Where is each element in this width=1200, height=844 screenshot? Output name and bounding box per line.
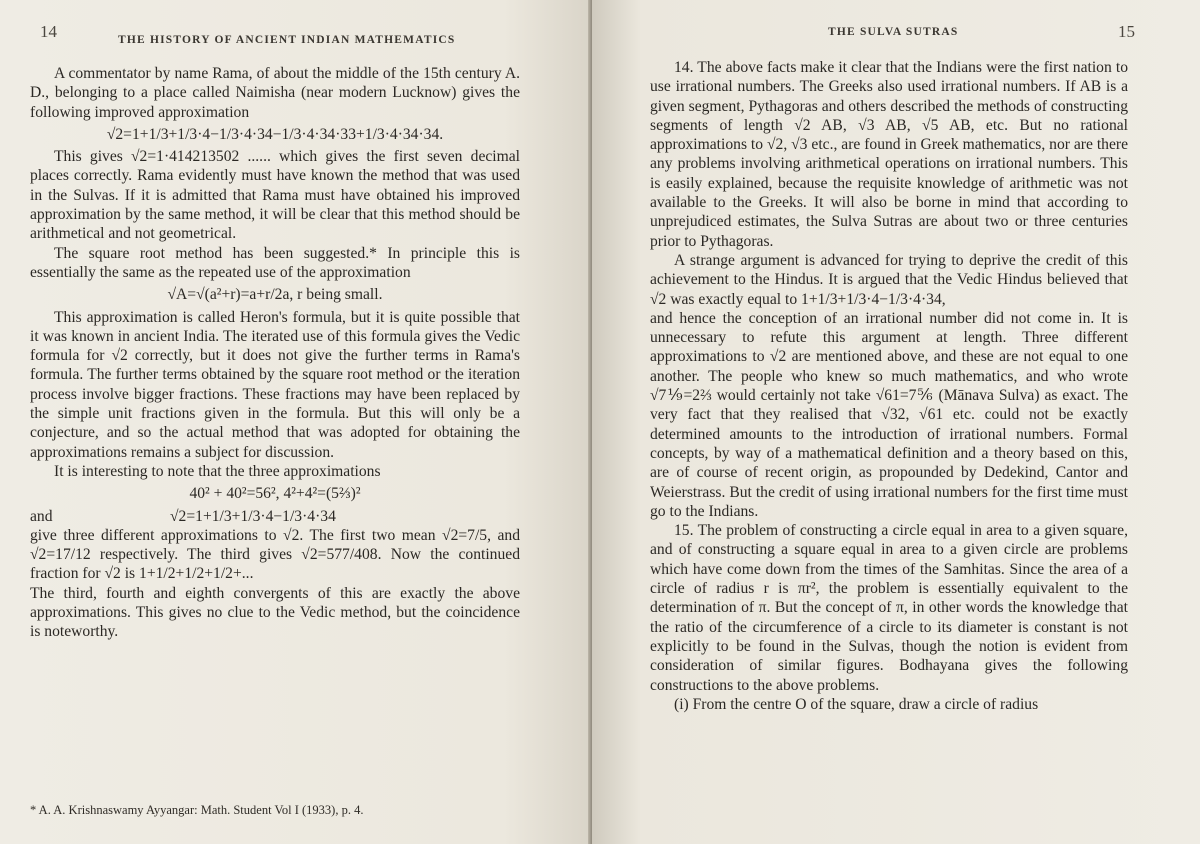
right-para-2b: and hence the conception of an irrational number did not come in. It is unnecessary to refute this argument at length. Three different approximations to √2 are mentioned above, and these are not equal to one another. The people who knew so much mathematics, and who wrote √7⅑=2⅔ would certainly not take √61=7⅚ (Mānava Sulva) as exact. The very fact that they realised that √32, √61 etc. could not be exactly determined amounts to the introduction of irrational numbers. Formal concepts, by way of a mathematical definition and a theory based on this, are of course of recent origin, as propounded by Dedekind, Cantor and Weierstrass. But the credit of using irrational numbers for the first time must go to the Indians. [650, 309, 1128, 520]
left-and-row [30, 507, 520, 526]
left-para-6: give three different approximations to √2. The first two mean √2=7/5, and √2=17/12 respectively. The third gives √2=577/408. Now the continued fraction for √2 is 1+1/2+1/2+1/2+... [30, 526, 520, 583]
right-page-number: 15 [1118, 22, 1135, 41]
right-running-head: THE SULVA SUTRAS [828, 26, 959, 38]
left-para-4: This approximation is called Heron's formula, but it is quite possible that it was known in ancient India. The iterated use of this formula gives the Vedic formula for √2 correctly, but it does not give the further terms in Rama's formula. The further terms obtained by the square root method or the iteration process involve bigger fractions. These fractions may have been replaced by the simple unit fractions given in the formula. But this will only be a conjecture, and so the actual method that was adopted for obtaining the approximations remains a subject for discussion. [30, 308, 520, 461]
left-page [0, 0, 592, 844]
left-footnote: * A. A. Krishnaswamy Ayyangar: Math. Student Vol I (1933), p. 4. [30, 803, 364, 817]
right-para-1: 14. The above facts make it clear that the Indians were the first nation to use irrational numbers. The Greeks also used irrational numbers. If AB is a given segment, Pythagoras and others described the methods of constructing segments of length √2 AB, √3 AB, √5 AB, etc. But no rational approximations to √2, √3 etc., are found in Greek mathematics, nor are there any problems involving arithmetical operations on irrational numbers. This is easily explained, because the requisite knowledge of arithmetic was not available to the Greeks. It will also be borne in mind that according to unprejudiced estimates, the Sulva Sutras are about two or three centuries prior to Pythagoras. [650, 59, 1128, 250]
left-page-number: 14 [40, 22, 57, 41]
right-body [650, 58, 1128, 714]
right-para-3: 15. The problem of constructing a circle equal in area to a given square, and of constructing a square equal in area to a given circle are problems which have come down from the times of the Samhitas. Since the area of a circle of radius r is πr², the problem is essentially equivalent to the determination of π. But the concept of π, in other words the knowledge that the ratio of the circumference of a circle to its diameter is constant is not explicitly to be found in the Sulvas, though the notion is evident from consideration of similar figures. Bodhayana gives the following constructions to the above problems. [650, 522, 1128, 694]
right-para-2a: A strange argument is advanced for trying to deprive the credit of this achievement to the Hindus. It is argued that the Vedic Hindus believed that √2 was exactly equal to 1+1/3+1/3·4−1/3·4·34, [650, 251, 1128, 308]
left-equation-rama: √2=1+1/3+1/3·4−1/3·4·34−1/3·4·34·33+1/3·4·34·34. [106, 125, 444, 143]
left-para-5: It is interesting to note that the three approximations [54, 462, 381, 480]
left-running-head: THE HISTORY OF ANCIENT INDIAN MATHEMATICS [118, 34, 456, 46]
left-equation-vedic: √2=1+1/3+1/3·4−1/3·4·34 [170, 507, 336, 525]
left-para-2: This gives √2=1·414213502 ...... which gives the first seven decimal places correctly. Rama evidently must have known the method that was used in the Sulvas. If it is admitted that Rama must have obtained his improved approximation by the same method, it will be clear that this method should be arithmetical and not geometrical. [30, 148, 520, 243]
right-page [592, 0, 1200, 844]
right-para-4: (i) From the centre O of the square, draw a circle of radius [674, 695, 1039, 713]
left-equation-triples: 40² + 40²=56², 4²+4²=(5⅔)² [189, 485, 361, 503]
left-equation-heron: √A=√(a²+r)=a+r/2a, r being small. [167, 286, 383, 304]
left-para-1: A commentator by name Rama, of about the middle of the 15th century A. D., belonging to a place called Naimisha (near modern Lucknow) gives the following improved approximation [30, 65, 520, 121]
left-and-label: and [30, 507, 53, 525]
left-body [30, 64, 520, 642]
left-para-7: The third, fourth and eighth convergents of this are exactly the above approximations. This gives no clue to the Vedic method, but the coincidence is noteworthy. [30, 584, 520, 641]
left-para-3: The square root method has been suggested.* In principle this is essentially the same as the repeated use of the approximation [30, 244, 520, 281]
